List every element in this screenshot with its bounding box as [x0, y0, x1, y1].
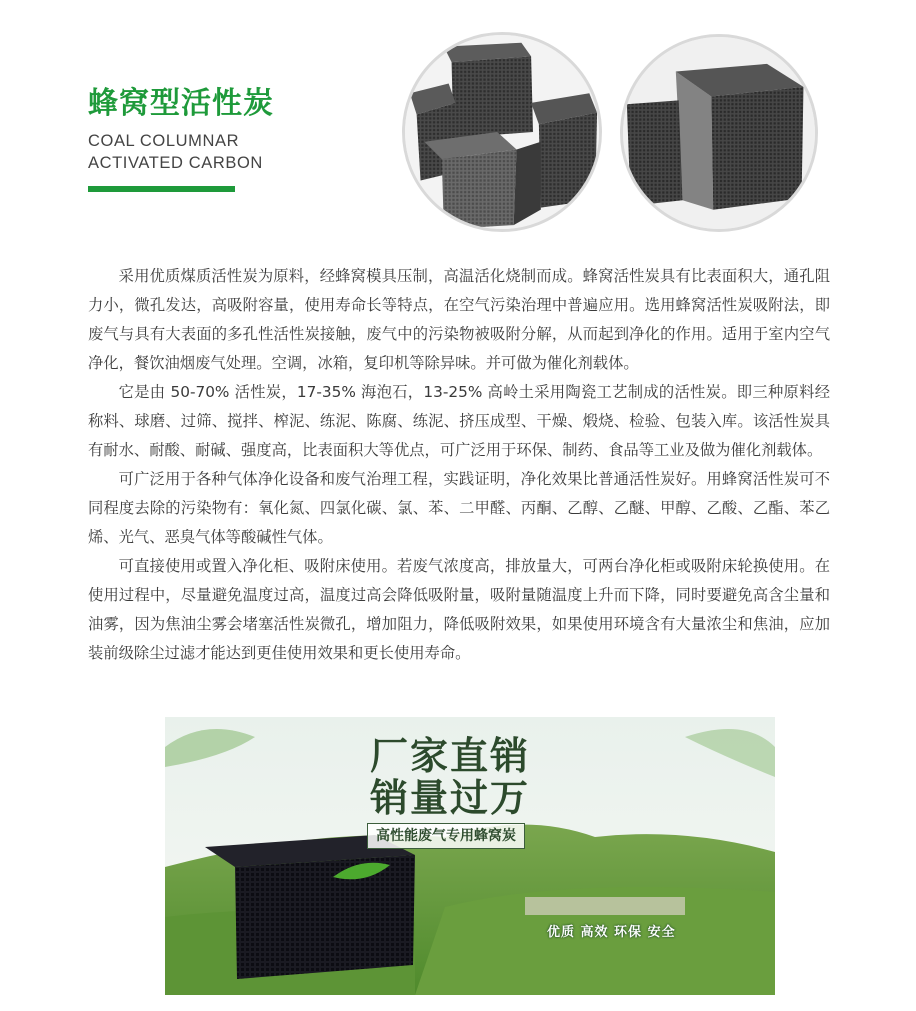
title-accent-bar	[88, 186, 235, 192]
product-title: 蜂窝型活性炭	[88, 86, 274, 121]
honeycomb-blocks-photo	[402, 32, 602, 232]
product-subtitle-en	[88, 130, 263, 174]
subtitle-line-1: COAL COLUMNAR	[88, 132, 240, 150]
banner-headline-1: 厂家直销	[370, 733, 531, 778]
product-description	[88, 262, 830, 668]
paragraph: 它是由 50-70% 活性炭，17-35% 海泡石，13-25% 高岭土采用陶瓷工艺制成的活性炭。即三种原料经称料、球磨、过筛、搅拌、榨泥、练泥、陈腐、练泥、挤压成型、干燥、煅烧、检验、包装入库。该活性炭具有耐水、耐酸、耐碱、强度高，比表面积大等优点，可广泛用于环保、制药、食品等工业及做为催化剂载体。	[88, 383, 830, 459]
banner-headline-2: 销量过万	[370, 775, 531, 820]
banner-tagline: 高性能废气专用蜂窝炭	[367, 823, 525, 849]
subtitle-line-2: ACTIVATED CARBON	[88, 154, 263, 172]
paragraph: 可直接使用或置入净化柜、吸附床使用。若废气浓度高，排放量大，可两台净化柜或吸附床轮换使用。在使用过程中，尽量避免温度过高，温度过高会降低吸附量，吸附量随温度上升而下降，同时要避免高含尘量和油雾，因为焦油尘雾会堵塞活性炭微孔，增加阻力，降低吸附效果，如果使用环境含有大量浓尘和焦油，应加装前级除尘过滤才能达到更佳使用效果和更长使用寿命。	[88, 557, 830, 662]
honeycomb-cube-photo	[620, 34, 818, 232]
paragraph: 可广泛用于各种气体净化设备和废气治理工程，实践证明，净化效果比普通活性炭好。用蜂窝活性炭可不同程度去除的污染物有：氧化氮、四氯化碳、氯、苯、二甲醛、丙酮、乙醇、乙醚、甲醇、乙酸、乙酯、苯乙烯、光气、恶臭气体等酸碱性气体。	[88, 470, 830, 546]
banner-slogan: 优质 高效 环保 安全	[547, 925, 676, 940]
paragraph: 采用优质煤质活性炭为原料，经蜂窝模具压制，高温活化烧制而成。蜂窝活性炭具有比表面积大，通孔阻力小，微孔发达，高吸附容量，使用寿命长等特点，在空气污染治理中普遍应用。选用蜂窝活性炭吸附法，即废气与具有大表面的多孔性活性炭接触，废气中的污染物被吸附分解，从而起到净化的作用。适用于室内空气净化，餐饮油烟废气处理。空调，冰箱，复印机等除异味。并可做为催化剂载体。	[88, 267, 830, 372]
promo-banner	[165, 717, 775, 995]
